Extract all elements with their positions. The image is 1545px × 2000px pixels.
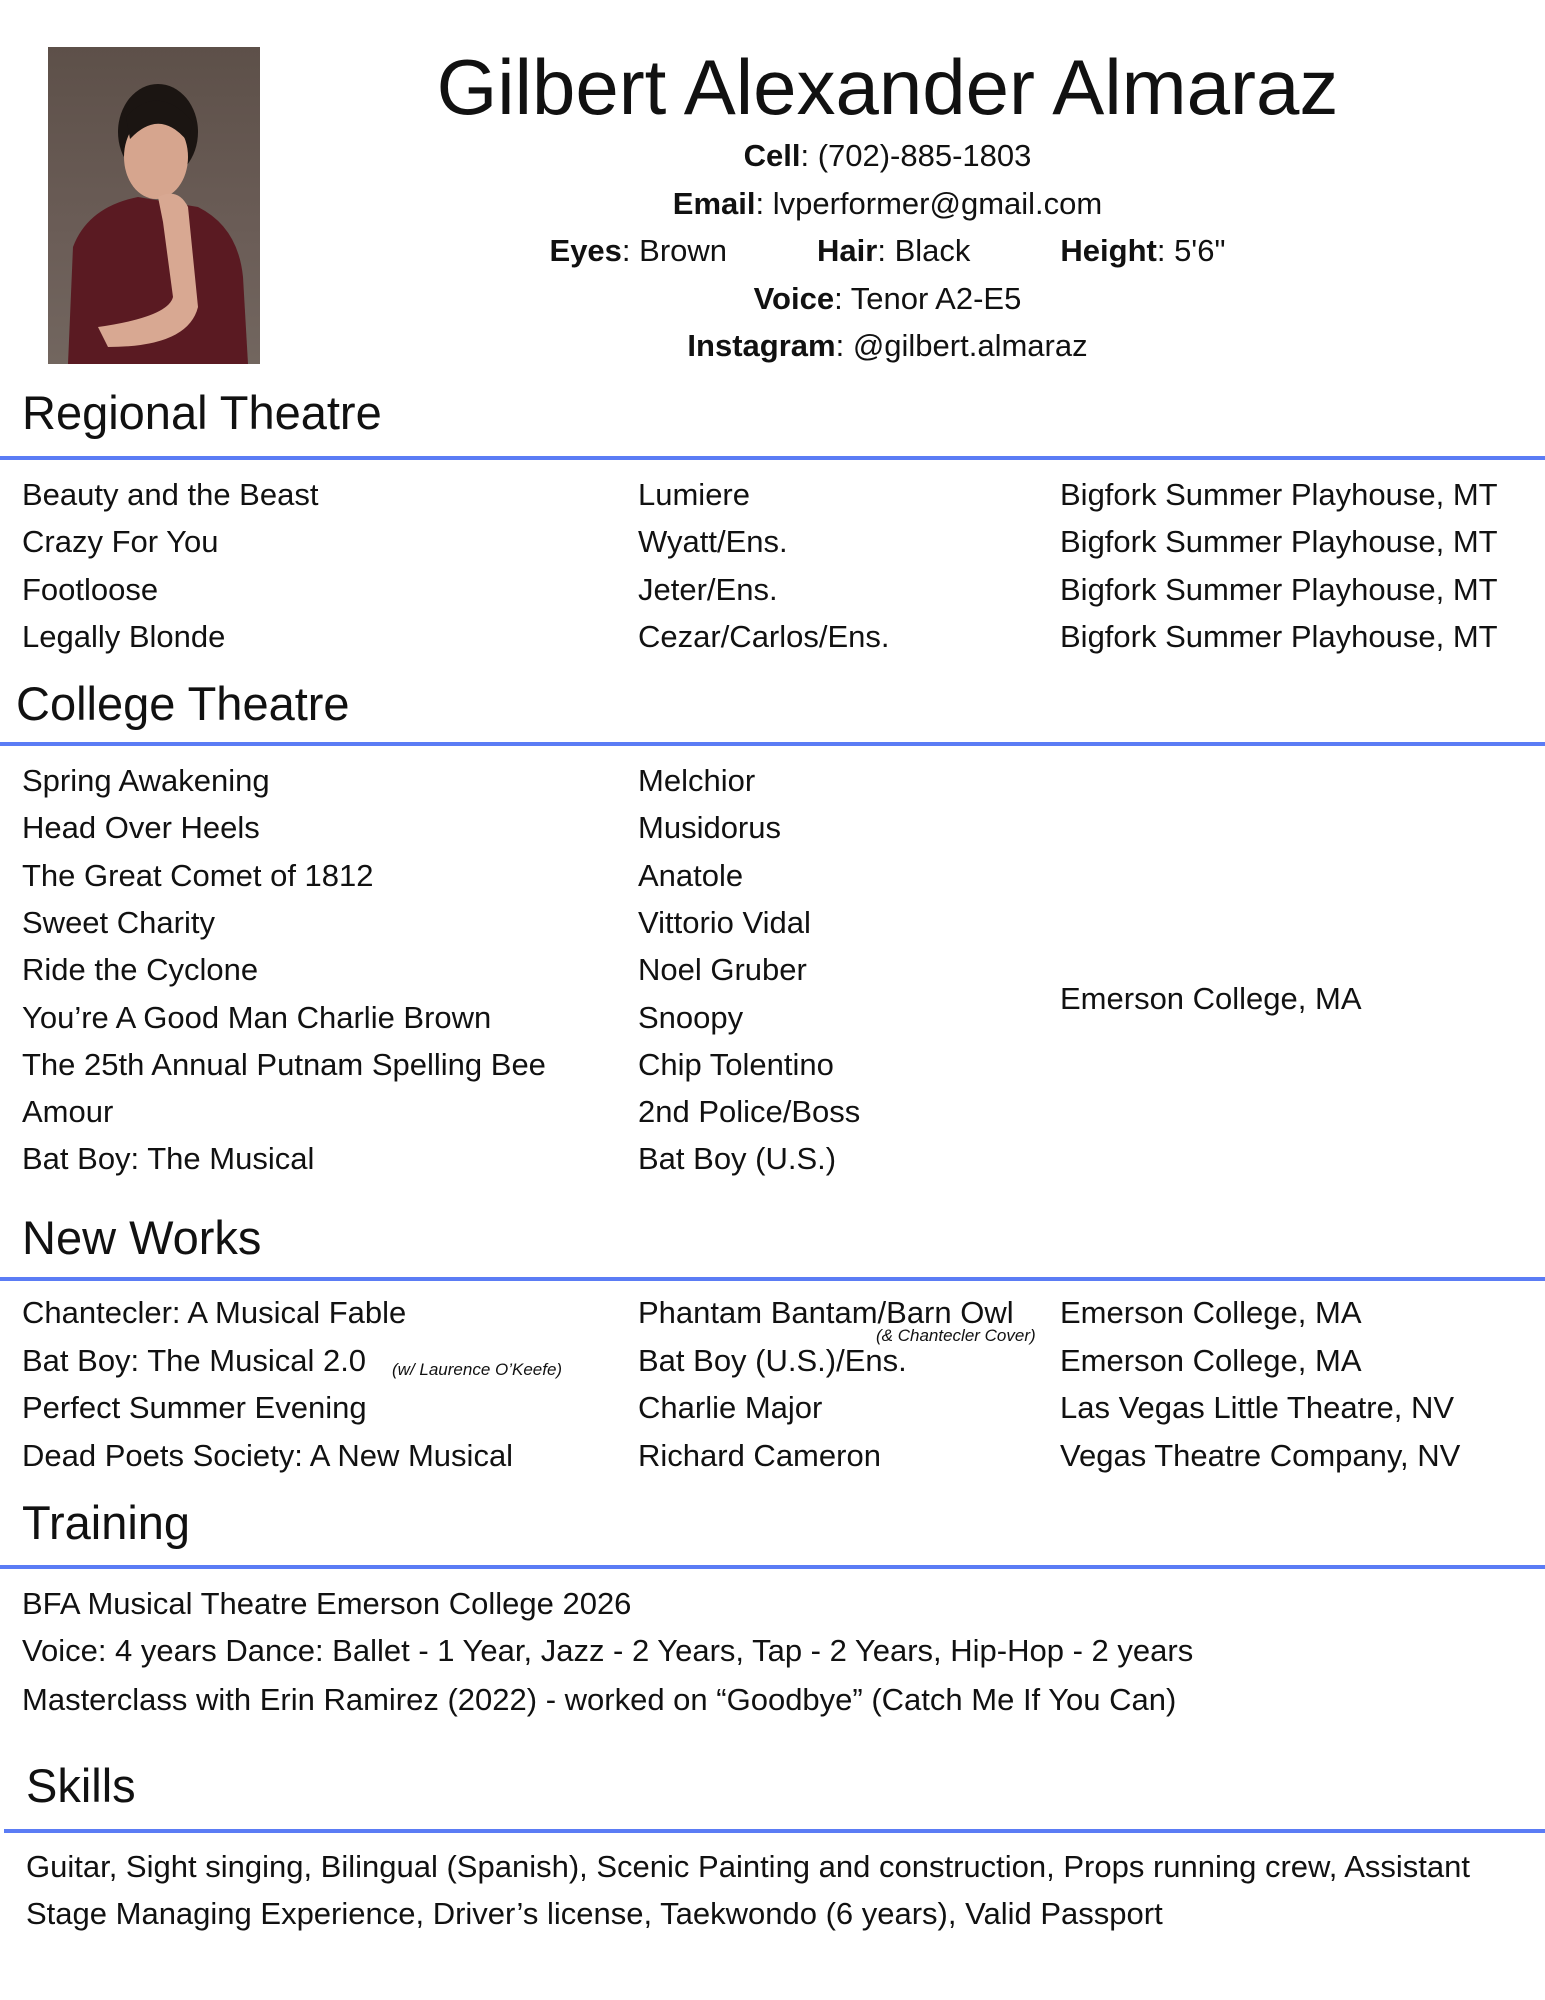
role: Charlie Major (638, 1390, 823, 1426)
show-title: Legally Blonde (22, 618, 226, 654)
role: Cezar/Carlos/Ens. (638, 618, 890, 654)
venue: Bigfork Summer Playhouse, MT (1060, 477, 1498, 512)
show-title: Footloose (22, 571, 159, 607)
divider (0, 742, 1545, 746)
role: Wyatt/Ens. (638, 524, 788, 560)
instagram-line: Instagram: @gilbert.almaraz (687, 328, 1088, 363)
venue: Emerson College, MA (1060, 1342, 1362, 1378)
role: Melchior (638, 763, 756, 798)
full-name: Gilbert Alexander Almaraz (436, 43, 1339, 131)
role: Noel Gruber (638, 952, 807, 988)
email-value: lvperformer@gmail.com (772, 186, 1103, 221)
email-line: Email: lvperformer@gmail.com (672, 186, 1103, 221)
role: Richard Cameron (638, 1437, 881, 1473)
role: Musidorus (638, 810, 781, 846)
college-venue: Emerson College, MA (1060, 981, 1362, 1016)
divider (0, 456, 1545, 460)
cell-value: (702)-885-1803 (817, 138, 1032, 173)
section-heading-skills: Skills (26, 1759, 136, 1812)
show-title: The 25th Annual Putnam Spelling Bee (22, 1046, 546, 1082)
show-title: Ride the Cyclone (22, 952, 259, 988)
show-title: Chantecler: A Musical Fable (22, 1295, 407, 1330)
section-heading-college: College Theatre (16, 677, 350, 730)
cell-line: Cell: (702)-885-1803 (743, 138, 1032, 173)
role: Snoopy (638, 999, 744, 1035)
role: Chip Tolentino (638, 1046, 834, 1082)
show-title: Spring Awakening (22, 763, 270, 798)
venue: Bigfork Summer Playhouse, MT (1060, 571, 1498, 607)
show-title: Amour (22, 1094, 114, 1130)
section-heading-new-works: New Works (22, 1211, 262, 1264)
skills-line: Stage Managing Experience, Driver’s license, Taekwondo (6 years), Valid Passport (26, 1896, 1163, 1931)
section-heading-training: Training (22, 1496, 191, 1549)
show-title: The Great Comet of 1812 (22, 857, 374, 893)
skills-line: Guitar, Sight singing, Bilingual (Spanish), Scenic Painting and construction, Props running crew, Assistant (26, 1849, 1471, 1884)
role: Anatole (638, 857, 744, 893)
voice-line: Voice: Tenor A2-E5 (753, 281, 1022, 316)
cover-note: (& Chantecler Cover) (876, 1326, 1036, 1345)
role: Phantam Bantam/Barn Owl (638, 1295, 1014, 1330)
role: Jeter/Ens. (638, 571, 778, 607)
show-title: Crazy For You (22, 524, 219, 560)
section-heading-regional: Regional Theatre (22, 386, 382, 439)
show-title: Bat Boy: The Musical 2.0 (22, 1342, 367, 1378)
collab-note: (w/ Laurence O’Keefe) (392, 1360, 563, 1379)
show-title: You’re A Good Man Charlie Brown (22, 999, 492, 1035)
training-line: Masterclass with Erin Ramirez (2022) - worked on “Goodbye” (Catch Me If You Can) (22, 1682, 1177, 1717)
show-title: Beauty and the Beast (22, 477, 319, 512)
divider (0, 1277, 1545, 1281)
show-title: Bat Boy: The Musical (22, 1141, 315, 1177)
divider (4, 1829, 1545, 1833)
role: Vittorio Vidal (638, 904, 811, 940)
role: 2nd Police/Boss (638, 1094, 861, 1130)
attributes-line: Eyes: Brown Hair: Black Height: 5'6" (549, 233, 1226, 268)
venue: Bigfork Summer Playhouse, MT (1060, 524, 1498, 560)
training-line: Voice: 4 years Dance: Ballet - 1 Year, Jazz - 2 Years, Tap - 2 Years, Hip-Hop - 2 years (22, 1633, 1194, 1668)
role: Bat Boy (U.S.)/Ens. (638, 1342, 907, 1378)
venue: Vegas Theatre Company, NV (1060, 1437, 1461, 1473)
venue: Bigfork Summer Playhouse, MT (1060, 618, 1498, 654)
role: Bat Boy (U.S.) (638, 1141, 837, 1177)
training-line: BFA Musical Theatre Emerson College 2026 (22, 1586, 632, 1621)
show-title: Sweet Charity (22, 904, 215, 940)
show-title: Perfect Summer Evening (22, 1390, 367, 1426)
venue: Emerson College, MA (1060, 1295, 1362, 1330)
show-title: Dead Poets Society: A New Musical (22, 1437, 514, 1473)
show-title: Head Over Heels (22, 810, 260, 846)
venue: Las Vegas Little Theatre, NV (1060, 1390, 1455, 1426)
role: Lumiere (638, 477, 750, 512)
divider (0, 1565, 1545, 1569)
